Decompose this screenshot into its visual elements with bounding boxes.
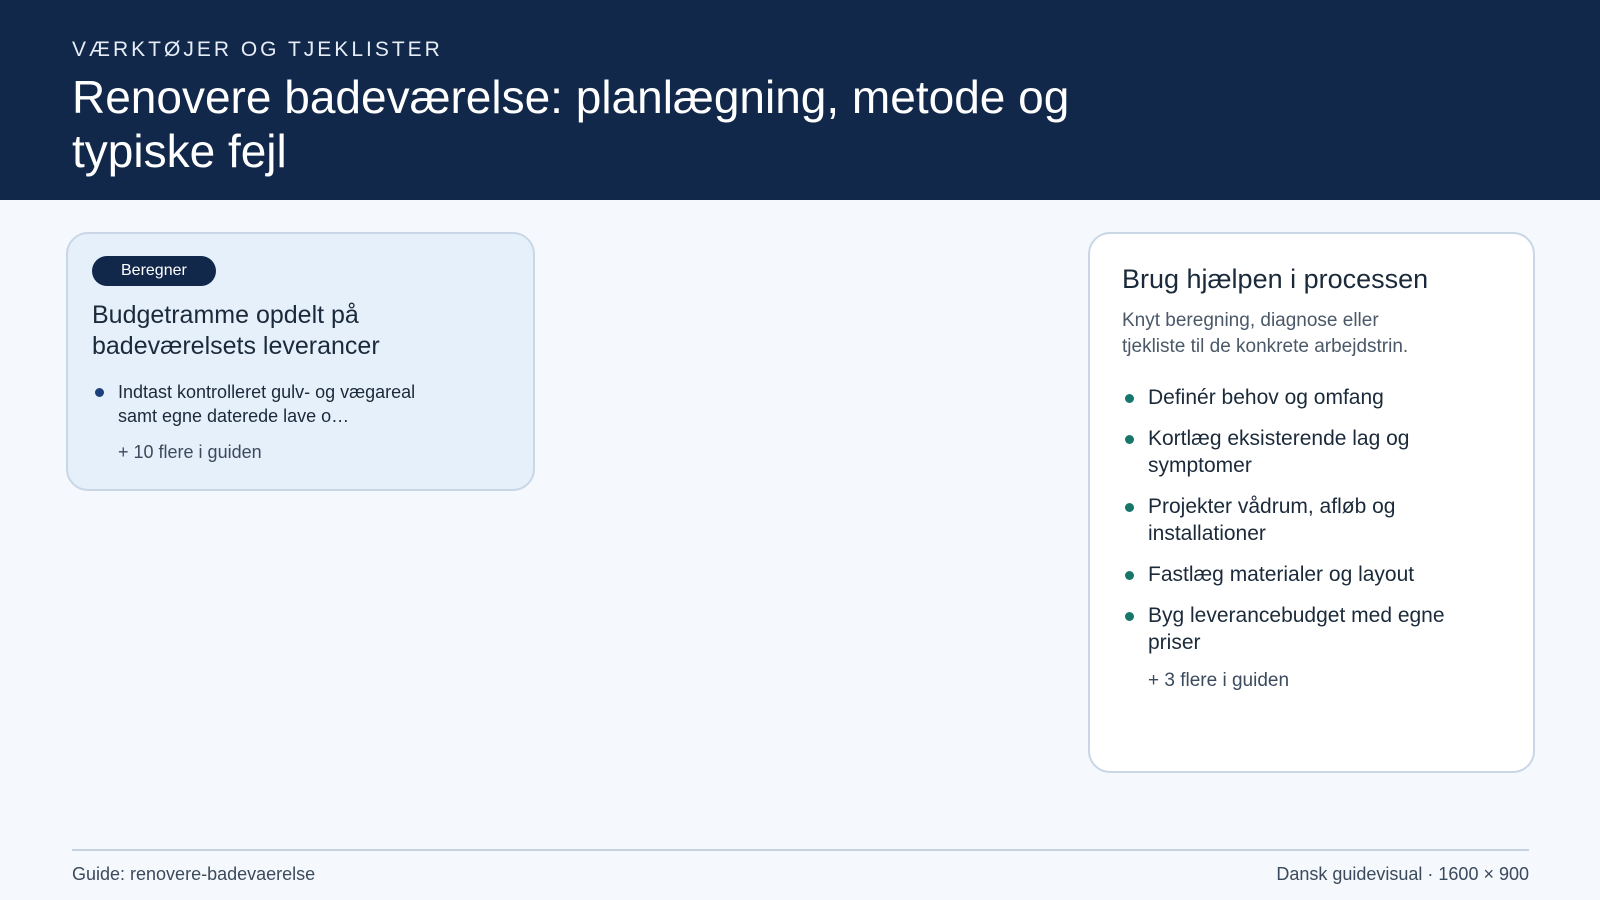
list-item [1122, 425, 1458, 479]
list-item-text: Fastlæg materialer og layout [1148, 563, 1415, 586]
calculator-card[interactable] [66, 232, 535, 491]
list-item [1122, 493, 1458, 547]
page-header [0, 0, 1600, 200]
process-step-list [1122, 384, 1503, 656]
page-title: Renovere badeværelse: planlægning, metode og typiske fejl [72, 71, 1070, 177]
footer-format-label: Dansk guidevisual · 1600 × 900 [1276, 864, 1529, 884]
bullet-dot-icon [1125, 571, 1134, 580]
list-item [1122, 561, 1458, 588]
process-card-title: Brug hjælpen i processen [1122, 264, 1429, 294]
process-card [1088, 232, 1535, 773]
calculator-badge: Beregner [92, 256, 216, 286]
section-eyebrow: VÆRKTØJER OG TJEKLISTER [72, 38, 443, 61]
list-item [1122, 602, 1458, 656]
bullet-dot-icon [95, 388, 104, 397]
bullet-dot-icon [1125, 612, 1134, 621]
list-item-text: Definér behov og omfang [1148, 386, 1384, 409]
list-item-text: Byg leverancebudget med egne priser [1148, 604, 1445, 654]
list-item-text: Projekter vådrum, afløb og installationer [1148, 495, 1396, 545]
footer-guide-label: Guide: renovere-badevaerelse [72, 864, 316, 884]
list-item [92, 380, 448, 428]
bullet-dot-icon [1125, 503, 1134, 512]
list-item-text: Indtast kontrolleret gulv- og vægareal samt egne daterede lave o… [118, 382, 416, 426]
calculator-item-list [92, 380, 509, 428]
calculator-card-title: Budgetramme opdelt på badeværelsets leverancer [92, 301, 380, 360]
footer-divider [72, 849, 1529, 851]
calculator-more-link[interactable]: + 10 flere i guiden [118, 442, 262, 462]
bullet-dot-icon [1125, 435, 1134, 444]
list-item [1122, 384, 1458, 411]
bullet-dot-icon [1125, 394, 1134, 403]
process-card-subtitle: Knyt beregning, diagnose eller tjekliste til de konkrete arbejdstrin. [1122, 310, 1409, 357]
process-more-link[interactable]: + 3 flere i guiden [1148, 670, 1290, 691]
list-item-text: Kortlæg eksisterende lag og symptomer [1148, 427, 1410, 477]
